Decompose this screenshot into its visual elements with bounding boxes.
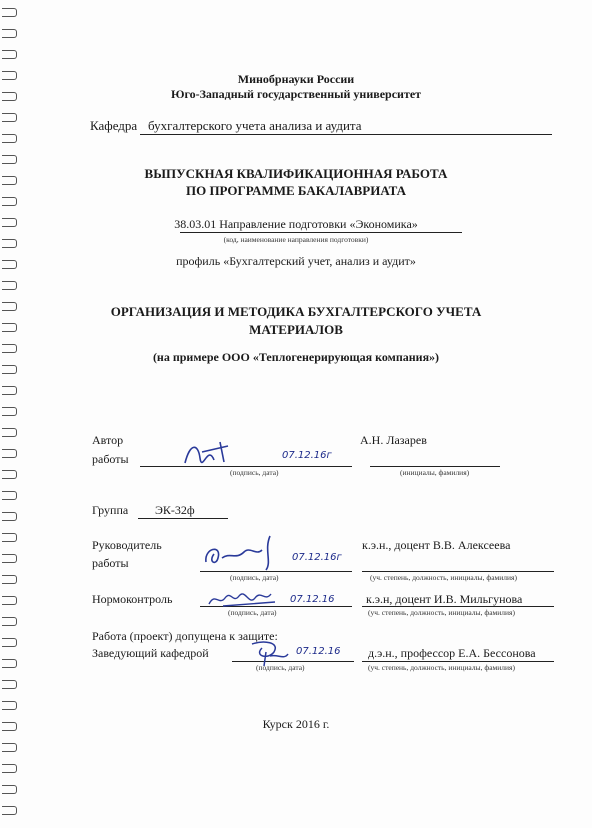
ministry-line: Минобрнауки России: [237, 72, 355, 86]
binding-hole-icon: [2, 533, 17, 542]
supervisor-label-2: работы: [92, 556, 129, 570]
binding-hole-icon: [2, 281, 17, 290]
head-name-caption: (уч. степень, должность, инициалы, фамилия): [368, 663, 515, 672]
normcontrol-signature-icon: [205, 588, 285, 615]
supervisor-sig-caption: (подпись, дата): [230, 573, 279, 582]
normcontrol-sig-caption: (подпись, дата): [228, 608, 277, 617]
head-sig-caption: (подпись, дата): [256, 663, 305, 672]
author-name: А.Н. Лазарев: [360, 433, 427, 447]
direction-caption: (код, наименование направления подготовки): [223, 235, 369, 244]
binding-holes: [0, 0, 28, 828]
supervisor-name-caption: (уч. степень, должность, инициалы, фамилия): [370, 573, 517, 582]
binding-hole-icon: [2, 407, 17, 416]
department-label: Кафедра: [90, 118, 138, 133]
binding-hole-icon: [2, 617, 17, 626]
supervisor-name: к.э.н., доцент В.В. Алексеева: [362, 538, 511, 552]
binding-hole-icon: [2, 449, 17, 458]
group-label: Группа: [92, 503, 129, 517]
binding-hole-icon: [2, 764, 17, 773]
topic-subtitle: (на примере ООО «Теплогенерирующая компания»): [152, 350, 440, 364]
binding-hole-icon: [2, 785, 17, 794]
head-name: д.э.н., профессор Е.А. Бессонова: [368, 646, 536, 660]
head-label: Заведующий кафедрой: [92, 646, 209, 660]
supervisor-date: 07.12.16г: [292, 552, 342, 563]
profile-line: профиль «Бухгалтерский учет, анализ и аудит»: [176, 254, 416, 268]
binding-hole-icon: [2, 8, 17, 17]
binding-hole-icon: [2, 512, 17, 521]
supervisor-signature-icon: [200, 532, 290, 577]
binding-hole-icon: [2, 659, 17, 668]
binding-hole-icon: [2, 806, 17, 815]
binding-hole-icon: [2, 134, 17, 143]
department-value: бухгалтерского учета анализа и аудита: [148, 118, 362, 133]
direction-underline: [180, 232, 462, 233]
binding-hole-icon: [2, 428, 17, 437]
author-date: 07.12.16г: [282, 450, 332, 461]
binding-hole-icon: [2, 491, 17, 500]
group-underline: [138, 518, 228, 519]
binding-hole-icon: [2, 701, 17, 710]
binding-hole-icon: [2, 386, 17, 395]
city-year: Курск 2016 г.: [262, 717, 330, 731]
author-label-2: работы: [92, 452, 129, 466]
topic-line1: ОРГАНИЗАЦИЯ И МЕТОДИКА БУХГАЛТЕРСКОГО УЧЕТА: [110, 304, 482, 319]
supervisor-label-1: Руководитель: [92, 538, 162, 552]
work-type-line1: ВЫПУСКНАЯ КВАЛИФИКАЦИОННАЯ РАБОТА: [144, 166, 448, 181]
normcontrol-label: Нормоконтроль: [92, 592, 173, 606]
head-date: 07.12.16: [296, 646, 341, 657]
normcontrol-date: 07.12.16: [290, 594, 335, 605]
binding-hole-icon: [2, 365, 17, 374]
university-line: Юго-Западный государственный университет: [170, 87, 422, 101]
binding-hole-icon: [2, 554, 17, 563]
author-sig-caption: (подпись, дата): [230, 468, 279, 477]
binding-hole-icon: [2, 50, 17, 59]
normcontrol-name: к.э.н, доцент И.В. Мильгунова: [366, 592, 523, 606]
binding-hole-icon: [2, 29, 17, 38]
topic-line2: МАТЕРИАЛОВ: [249, 322, 343, 337]
author-label-1: Автор: [92, 433, 124, 447]
binding-hole-icon: [2, 113, 17, 122]
author-name-line: [370, 466, 500, 467]
head-name-line: [362, 661, 554, 662]
normcontrol-name-line: [362, 606, 554, 607]
author-name-caption: (инициалы, фамилия): [400, 468, 470, 477]
binding-hole-icon: [2, 596, 17, 605]
author-signature-icon: [180, 438, 240, 473]
binding-hole-icon: [2, 743, 17, 752]
normcontrol-name-caption: (уч. степень, должность, инициалы, фамилия): [368, 608, 515, 617]
direction-value: 38.03.01 Направление подготовки «Экономика»: [174, 217, 418, 231]
supervisor-name-line: [362, 571, 554, 572]
binding-hole-icon: [2, 680, 17, 689]
binding-hole-icon: [2, 470, 17, 479]
author-sig-line: [140, 466, 352, 467]
department-underline: [140, 134, 552, 135]
admission-label: Работа (проект) допущена к защите:: [92, 629, 278, 643]
binding-hole-icon: [2, 638, 17, 647]
binding-hole-icon: [2, 575, 17, 584]
binding-hole-icon: [2, 155, 17, 164]
head-signature-icon: [244, 638, 294, 673]
work-type-line2: ПО ПРОГРАММЕ БАКАЛАВРИАТА: [185, 183, 407, 198]
group-value: ЭК-32ф: [155, 503, 195, 517]
